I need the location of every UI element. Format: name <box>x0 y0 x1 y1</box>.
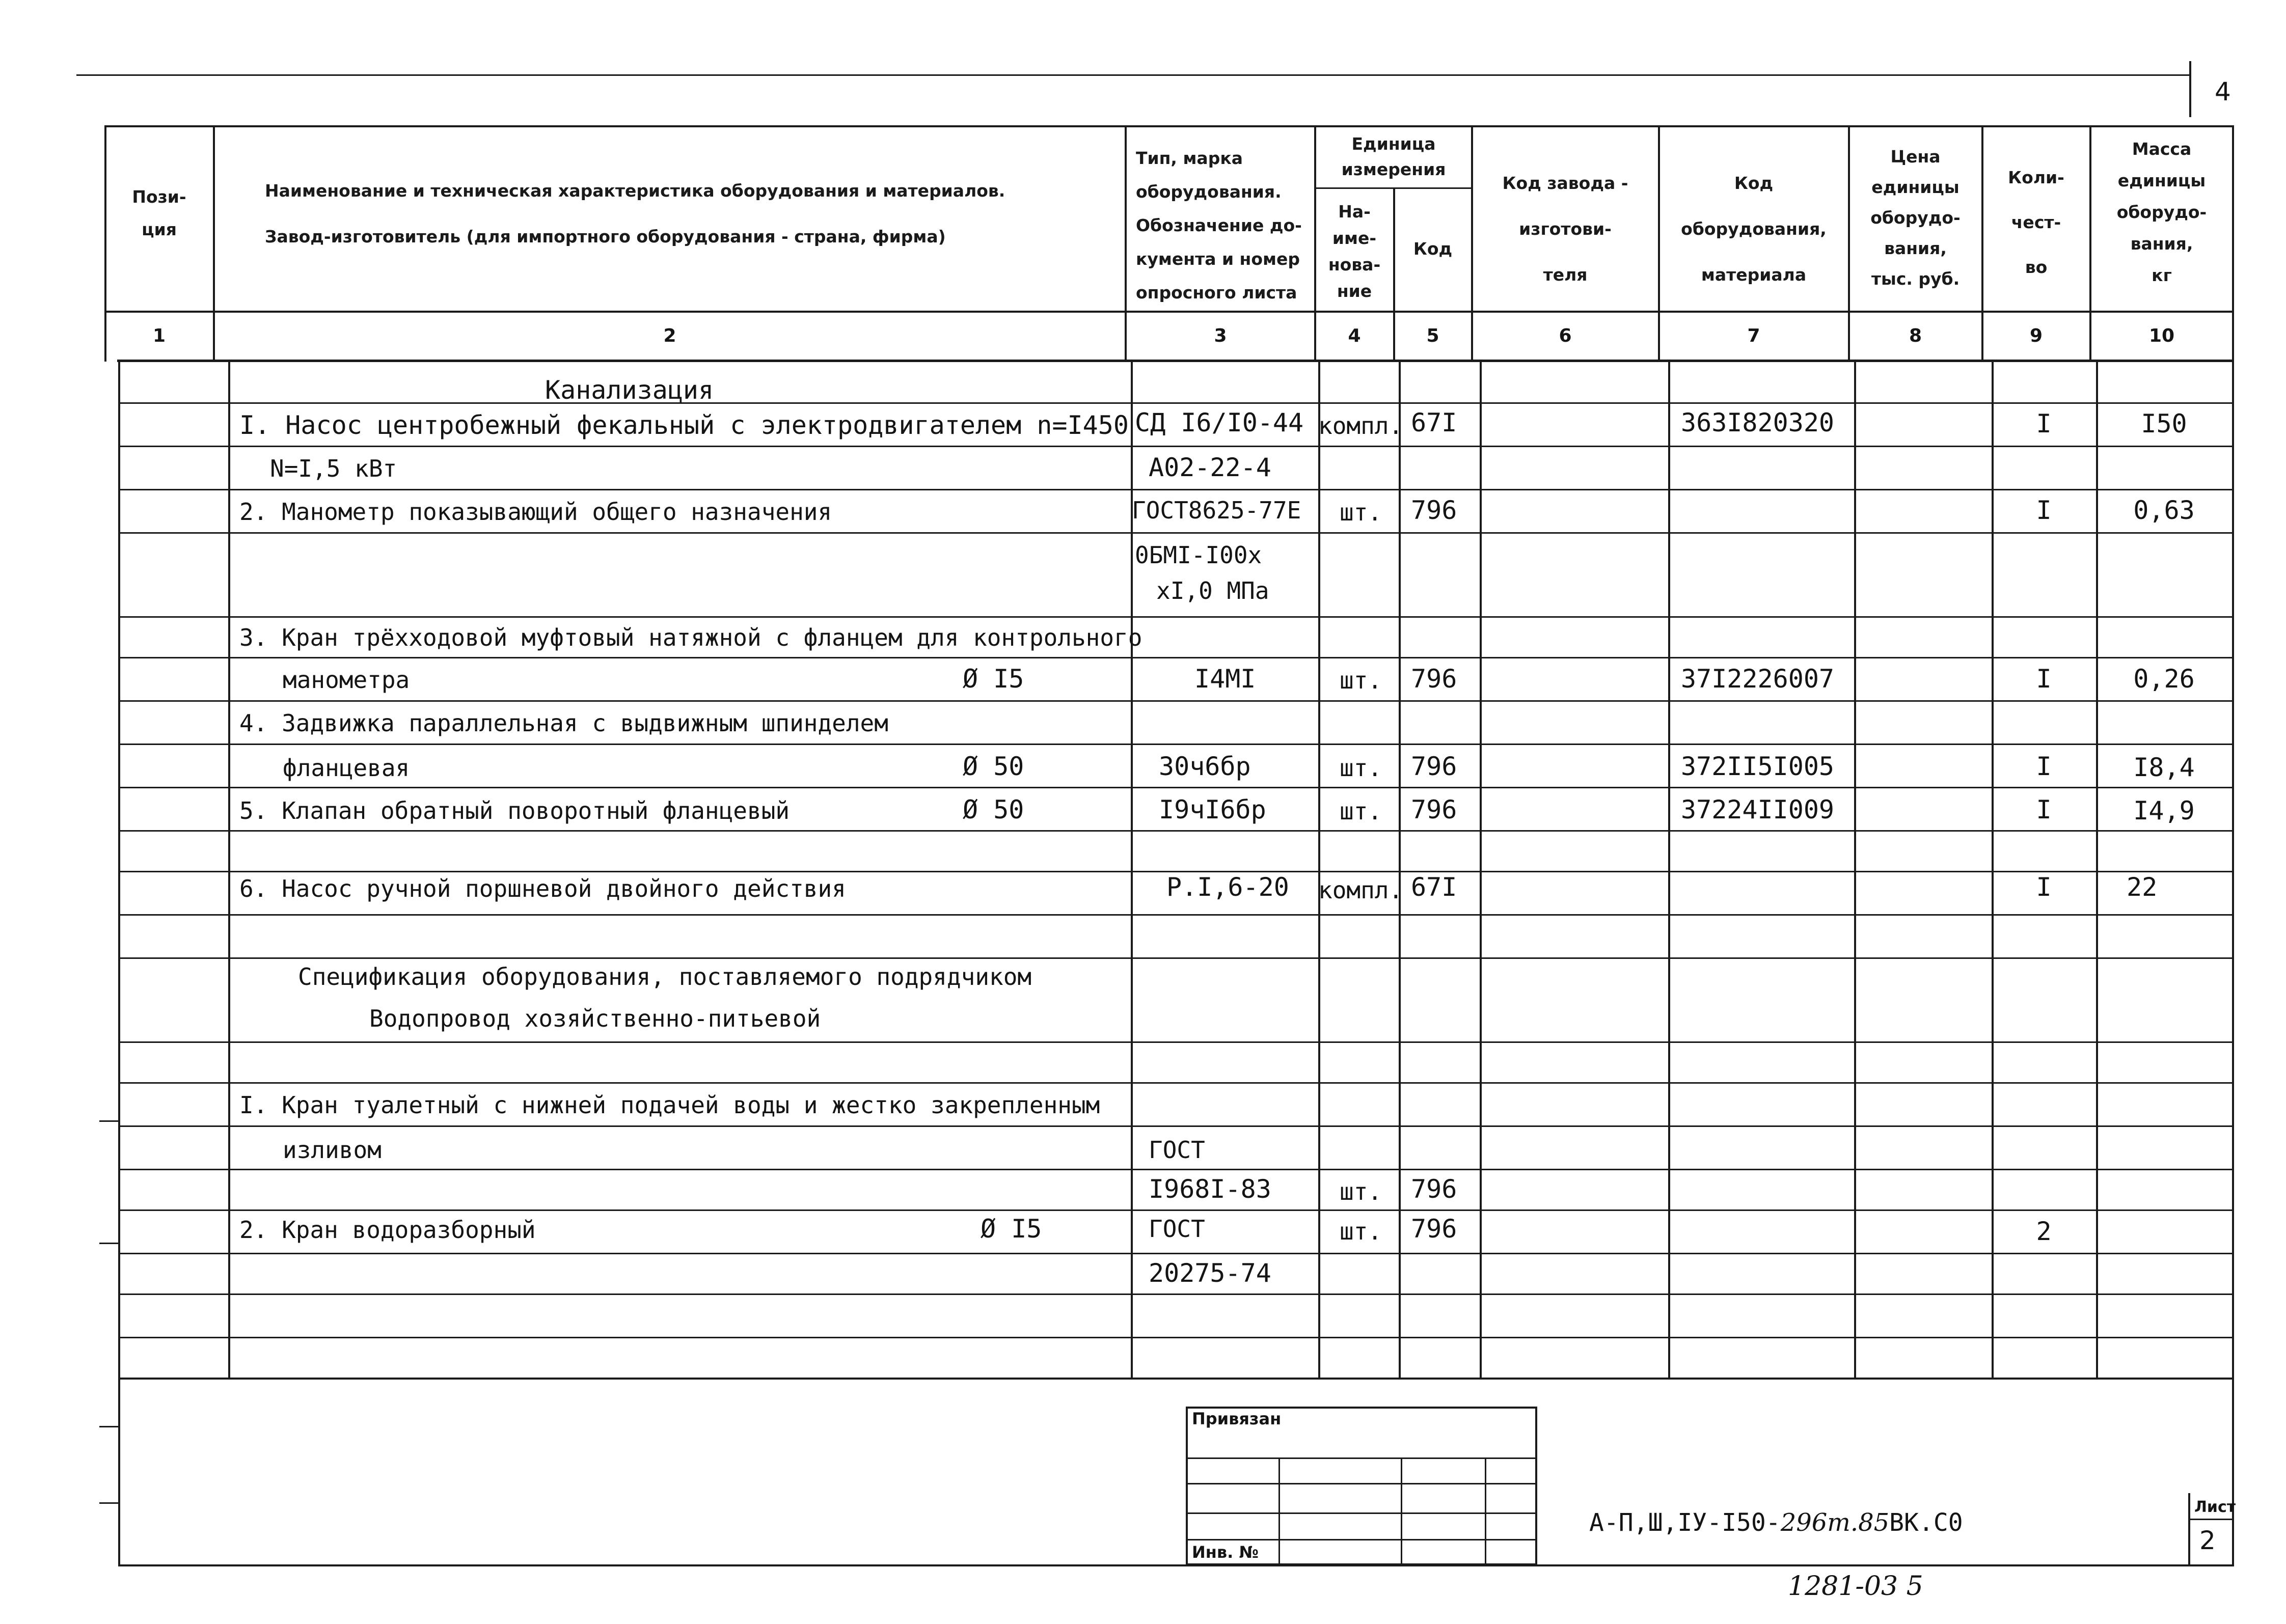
row6-qty: I <box>2036 872 2052 902</box>
header-col10: Масса единицы оборудо- вания, кг <box>2116 139 2207 285</box>
row-rule <box>118 1082 2232 1084</box>
header-col6: Код завода - изготови- теля <box>1502 173 1628 285</box>
margin-tick <box>99 1502 118 1504</box>
water-row1c-type: I968I-83 <box>1149 1174 1271 1204</box>
row1-unit-code: 67I <box>1411 408 1457 437</box>
row6-type: Р.I,6-20 <box>1166 872 1289 902</box>
row5-material-code: 37224II009 <box>1681 795 1835 824</box>
col-number-7: 7 <box>1747 325 1760 346</box>
col-number-5: 5 <box>1426 325 1439 346</box>
row4b-diameter: Ø 50 <box>963 752 1024 781</box>
row5-name: 5. Клапан обратный поворотный фланцевый <box>239 797 790 824</box>
water-row1c-unit-code: 796 <box>1411 1174 1457 1204</box>
row2-name: 2. Манометр показывающий общего назначения <box>239 498 832 526</box>
spec-title: Спецификация оборудования, поставляемого подрядчиком <box>298 963 1032 990</box>
row2-mass: 0,63 <box>2133 496 2195 525</box>
unit-group-rule <box>1314 187 1472 189</box>
corner-box-left-rule <box>2189 61 2191 117</box>
stamp-divider <box>1401 1457 1402 1564</box>
row4b-material-code: 372II5I005 <box>1681 752 1835 781</box>
row-rule <box>118 489 2232 490</box>
sheet-corner-number: 4 <box>2215 77 2231 106</box>
row4b-qty: I <box>2036 752 2052 781</box>
row3b-mass: 0,26 <box>2133 664 2195 694</box>
col-number-4: 4 <box>1348 325 1361 346</box>
row-rule <box>118 657 2232 658</box>
body-divider-3 <box>1318 360 1320 1378</box>
margin-tick <box>99 1120 118 1122</box>
row5-mass: I4,9 <box>2133 796 2195 825</box>
row2c-type: хI,0 МПа <box>1156 577 1269 604</box>
water-row1c-unit: шт. <box>1340 1178 1382 1205</box>
row-rule <box>118 616 2232 618</box>
body-divider-7 <box>1854 360 1856 1378</box>
body-divider-5 <box>1480 360 1482 1378</box>
row6-unit: компл. <box>1318 876 1403 904</box>
tied-label: Привязан <box>1192 1409 1282 1428</box>
stamp-divider <box>1485 1457 1486 1564</box>
header-col5: Код <box>1413 239 1453 259</box>
frame-left-rule <box>104 125 106 362</box>
row1-qty: I <box>2036 409 2052 438</box>
section-sewer-title: Канализация <box>545 375 714 405</box>
col-number-10: 10 <box>2148 325 2175 346</box>
water-row2b-type: 20275-74 <box>1149 1258 1271 1288</box>
col-number-9: 9 <box>2029 325 2043 346</box>
row-rule <box>118 700 2232 702</box>
water-row1b-name: изливом <box>283 1136 382 1164</box>
row3-name: 3. Кран трёхходовой муфтовый натяжной с фланцем для контрольного <box>239 624 1142 651</box>
row-rule <box>118 446 2232 447</box>
row5-unit-code: 796 <box>1411 795 1457 824</box>
row3b-unit-code: 796 <box>1411 664 1457 694</box>
header-col4: На- име- нова- ние <box>1328 202 1381 301</box>
row3b-name: манометра <box>283 666 410 694</box>
header-col7: Код оборудования, материала <box>1681 173 1827 285</box>
row4b-mass: I8,4 <box>2133 753 2195 782</box>
row1-type: СД I6/I0-44 <box>1135 408 1304 437</box>
row-rule <box>118 1337 2232 1338</box>
row4b-name: фланцевая <box>283 754 410 782</box>
table-bottom-rule <box>118 1378 2232 1380</box>
row2-type: ГОСТ8625-77Е <box>1132 497 1301 524</box>
header-col3: Тип, марка оборудования. Обозначение до- кумента и номер опросного листа <box>1136 148 1302 302</box>
water-row2-diameter: Ø I5 <box>981 1214 1042 1244</box>
document-code-handwritten: 296т.85 <box>1780 1508 1890 1537</box>
row-rule <box>118 914 2232 916</box>
document-code-printed: А-П,Ш,IУ-I50- <box>1589 1508 1781 1537</box>
frame-right-rule <box>2232 125 2234 1566</box>
header-col8: Цена единицы оборудо- вания, тыс. руб. <box>1870 147 1961 289</box>
water-row2-unit: шт. <box>1340 1218 1382 1245</box>
row-rule <box>118 1209 2232 1211</box>
row2-unit-code: 796 <box>1411 496 1457 525</box>
row6-unit-code: 67I <box>1411 872 1457 902</box>
header-unit-group: Единица измерения <box>1341 134 1446 179</box>
row3b-qty: I <box>2036 664 2052 694</box>
row1-name: I. Насос центробежный фекальный с электродвигателем n=I450 <box>239 410 1129 440</box>
row1-unit: компл. <box>1318 412 1403 439</box>
document-code-tail: ВК.С0 <box>1889 1508 1963 1537</box>
col-number-6: 6 <box>1559 325 1572 346</box>
row4b-type: 30ч6бр <box>1159 752 1251 781</box>
row-rule <box>118 744 2232 745</box>
margin-tick <box>99 1426 118 1427</box>
row3b-unit: шт. <box>1340 667 1382 694</box>
row5-unit: шт. <box>1340 797 1382 825</box>
sheet-label: Лист <box>2194 1498 2236 1516</box>
stamp-code: 1281-03 5 <box>1788 1571 1923 1602</box>
row-rule <box>118 1169 2232 1170</box>
header-col1: Пози- ция <box>132 187 186 239</box>
row6-mass: 22 <box>2127 872 2158 902</box>
row3b-diameter: Ø I5 <box>963 664 1024 694</box>
row4-name: 4. Задвижка параллельная с выдвижным шпинделем <box>239 709 888 737</box>
row-rule <box>118 1125 2232 1127</box>
row1b-type: А02-22-4 <box>1149 453 1271 482</box>
sheet-number: 2 <box>2199 1526 2216 1555</box>
margin-tick <box>99 1243 118 1244</box>
table-top-rule <box>104 125 2234 127</box>
row4b-unit: шт. <box>1340 754 1382 782</box>
header-bottom-rule <box>104 311 2234 313</box>
sheet-box-rule <box>2188 1519 2233 1520</box>
row-rule <box>118 402 2232 404</box>
number-row-bottom-rule <box>117 360 2234 362</box>
water-row2-unit-code: 796 <box>1411 1214 1457 1244</box>
col-number-2: 2 <box>663 325 676 346</box>
row5-type: I9чI6бр <box>1159 795 1266 824</box>
section-water-title: Водопровод хозяйственно-питьевой <box>369 1005 821 1032</box>
row-rule <box>118 532 2232 534</box>
row-rule <box>118 1041 2232 1043</box>
row6-name: 6. Насос ручной поршневой двойного действия <box>239 875 846 902</box>
row2b-type: 0БМI-I00х <box>1135 541 1262 569</box>
stamp-divider <box>1278 1457 1280 1564</box>
header-col9: Коли- чест- во <box>2008 168 2064 277</box>
row3b-type: I4МI <box>1194 664 1256 694</box>
frame-bottom-rule <box>118 1564 2232 1566</box>
row3b-material-code: 37I2226007 <box>1681 664 1835 694</box>
col-number-3: 3 <box>1214 325 1227 346</box>
row1-mass: I50 <box>2141 409 2187 438</box>
row2-qty: I <box>2036 496 2052 525</box>
row5-diameter: Ø 50 <box>963 795 1024 824</box>
row-rule <box>118 1293 2232 1295</box>
inventory-number-label: Инв. № <box>1192 1543 1259 1562</box>
row4b-unit-code: 796 <box>1411 752 1457 781</box>
water-row2-qty: 2 <box>2036 1217 2052 1246</box>
water-row1-name: I. Кран туалетный с нижней подачей воды и жестко закрепленным <box>239 1091 1100 1119</box>
row5-qty: I <box>2036 795 2052 824</box>
col-number-8: 8 <box>1909 325 1922 346</box>
water-row2-type: ГОСТ <box>1149 1215 1205 1243</box>
body-divider-4 <box>1399 360 1401 1378</box>
row1-material-code: 363I820320 <box>1681 408 1835 437</box>
row-rule <box>118 830 2232 832</box>
water-row1b-type: ГОСТ <box>1149 1136 1205 1164</box>
row2-unit: шт. <box>1340 499 1382 526</box>
water-row2-name: 2. Кран водоразборный <box>239 1216 536 1244</box>
top-page-rule <box>76 74 2190 76</box>
row-rule <box>118 1253 2232 1254</box>
col-number-1: 1 <box>152 325 166 346</box>
body-divider-1 <box>228 360 230 1378</box>
row-rule <box>118 787 2232 788</box>
frame-left-lower-rule <box>118 360 120 1566</box>
body-divider-6 <box>1668 360 1670 1378</box>
row1b-name: N=I,5 кВт <box>270 455 397 482</box>
document-code <box>1589 1507 1963 1538</box>
row-rule <box>118 957 2232 959</box>
header-col2: Наименование и техническая характеристика оборудования и материалов. Завод-изготовитель (для импортного оборудования - страна, фирма) <box>265 181 1005 246</box>
